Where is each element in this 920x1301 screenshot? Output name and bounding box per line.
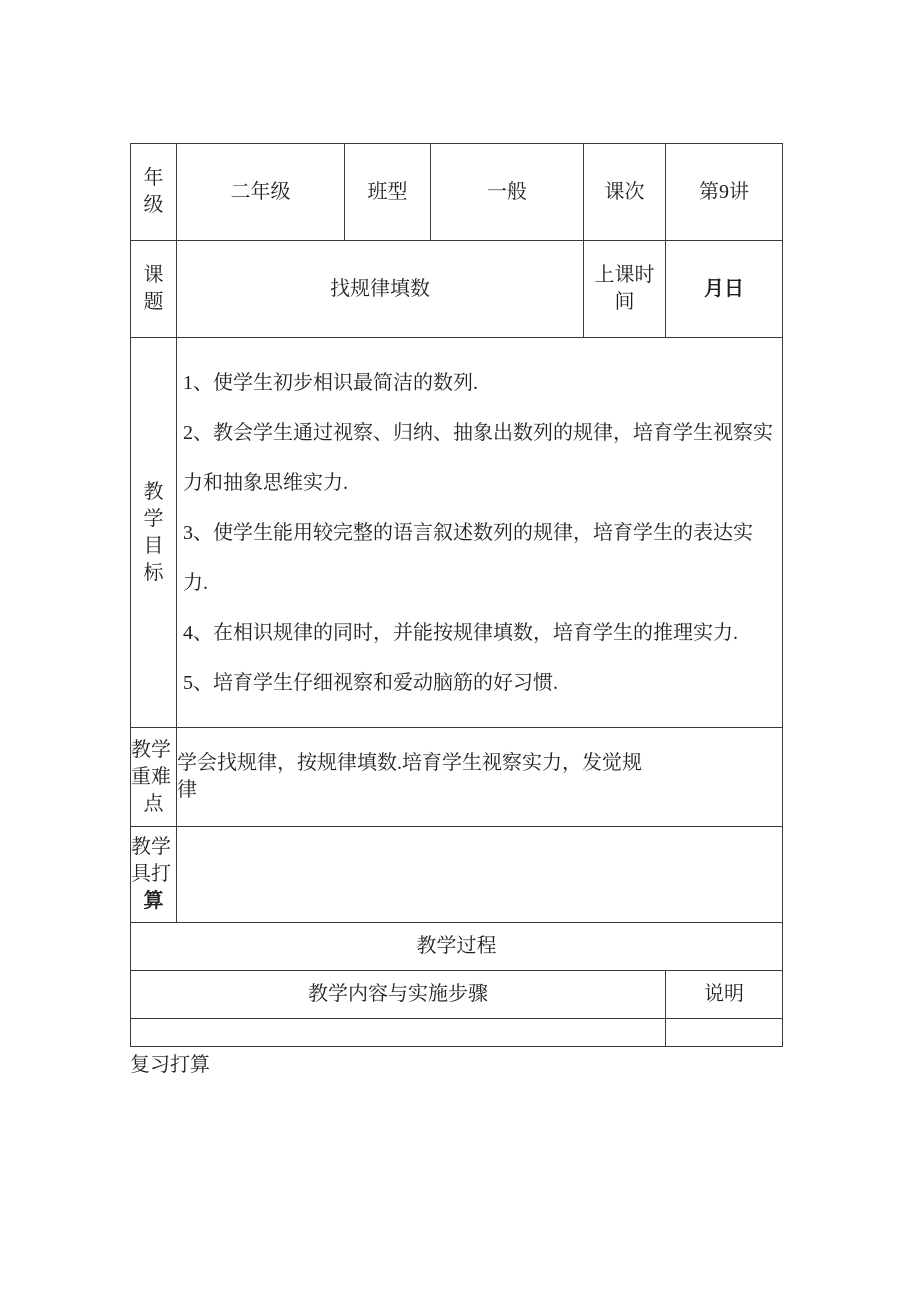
key-points-line-2: 律	[177, 779, 197, 801]
objectives-label-char-4: 标	[143, 561, 164, 584]
session-label-cell: 课次	[584, 144, 666, 241]
table-row-objectives	[131, 338, 783, 728]
objective-item: 1、使学生初步相识最简洁的数列.	[183, 371, 478, 394]
topic-label-cell	[131, 241, 177, 338]
process-title-cell: 教学过程	[131, 923, 783, 971]
objectives-label-char-3: 目	[143, 534, 164, 557]
key-points-label-line-1: 教学重难	[131, 738, 171, 788]
class-type-label-cell: 班型	[345, 144, 431, 241]
process-note-header-cell: 说明	[666, 971, 783, 1019]
table-row-tools	[131, 827, 783, 923]
grade-value-cell: 二年级	[177, 144, 345, 241]
objective-item: 5、培育学生仔细视察和爱动脑筋的好习惯.	[183, 671, 558, 694]
key-points-line-1: 学会找规律，按规律填数.培育学生视察实力，发觉规	[177, 752, 642, 774]
tools-label-line-1: 教学具打	[131, 836, 171, 885]
session-value-cell: 第9讲	[666, 144, 783, 241]
objectives-label-char-2: 学	[143, 507, 164, 530]
grade-label-cell	[131, 144, 177, 241]
time-label-line-2: 间	[614, 291, 635, 313]
tools-label-line-2: 算	[143, 890, 164, 912]
key-points-label-line-2: 点	[143, 792, 164, 815]
key-points-label-cell	[131, 728, 177, 827]
tools-body-cell	[177, 827, 783, 923]
table-row-process-header	[131, 971, 783, 1019]
class-type-value-cell: 一般	[431, 144, 584, 241]
topic-value-cell: 找规律填数	[177, 241, 584, 338]
grade-label-char-2: 级	[143, 194, 164, 216]
grade-label-char-1: 年	[143, 167, 164, 189]
table-row-process-title	[131, 923, 783, 971]
objective-item: 2、教会学生通过视察、归纳、抽象出数列的规律，培育学生视察实力和抽象思维实力.	[183, 421, 773, 494]
tools-label-cell	[131, 827, 177, 923]
trailing-paragraph: 复习打算	[130, 1054, 210, 1076]
topic-label-char-2: 题	[143, 291, 164, 313]
table-row-grade	[131, 144, 783, 241]
objectives-label-char-1: 教	[143, 480, 164, 503]
time-label-line-1: 上课时	[594, 264, 655, 286]
time-value-cell: 月日	[666, 241, 783, 338]
objectives-body-cell	[177, 338, 783, 728]
objectives-list	[177, 358, 782, 708]
objective-item: 3、使学生能用较完整的语言叙述数列的规律，培育学生的表达实力.	[183, 521, 753, 594]
table-row-key-points	[131, 728, 783, 827]
process-content-header-cell: 教学内容与实施步骤	[131, 971, 666, 1019]
objectives-label-cell	[131, 338, 177, 728]
table-row-process-body	[131, 1019, 783, 1047]
process-content-cell	[131, 1019, 666, 1047]
time-label-cell	[584, 241, 666, 338]
process-note-cell	[666, 1019, 783, 1047]
topic-label-char-1: 课	[143, 264, 164, 286]
table-row-topic	[131, 241, 783, 338]
key-points-body-cell	[177, 728, 783, 827]
lesson-plan-table	[130, 143, 783, 1047]
objective-item: 4、在相识规律的同时，并能按规律填数，培育学生的推理实力.	[183, 621, 738, 644]
